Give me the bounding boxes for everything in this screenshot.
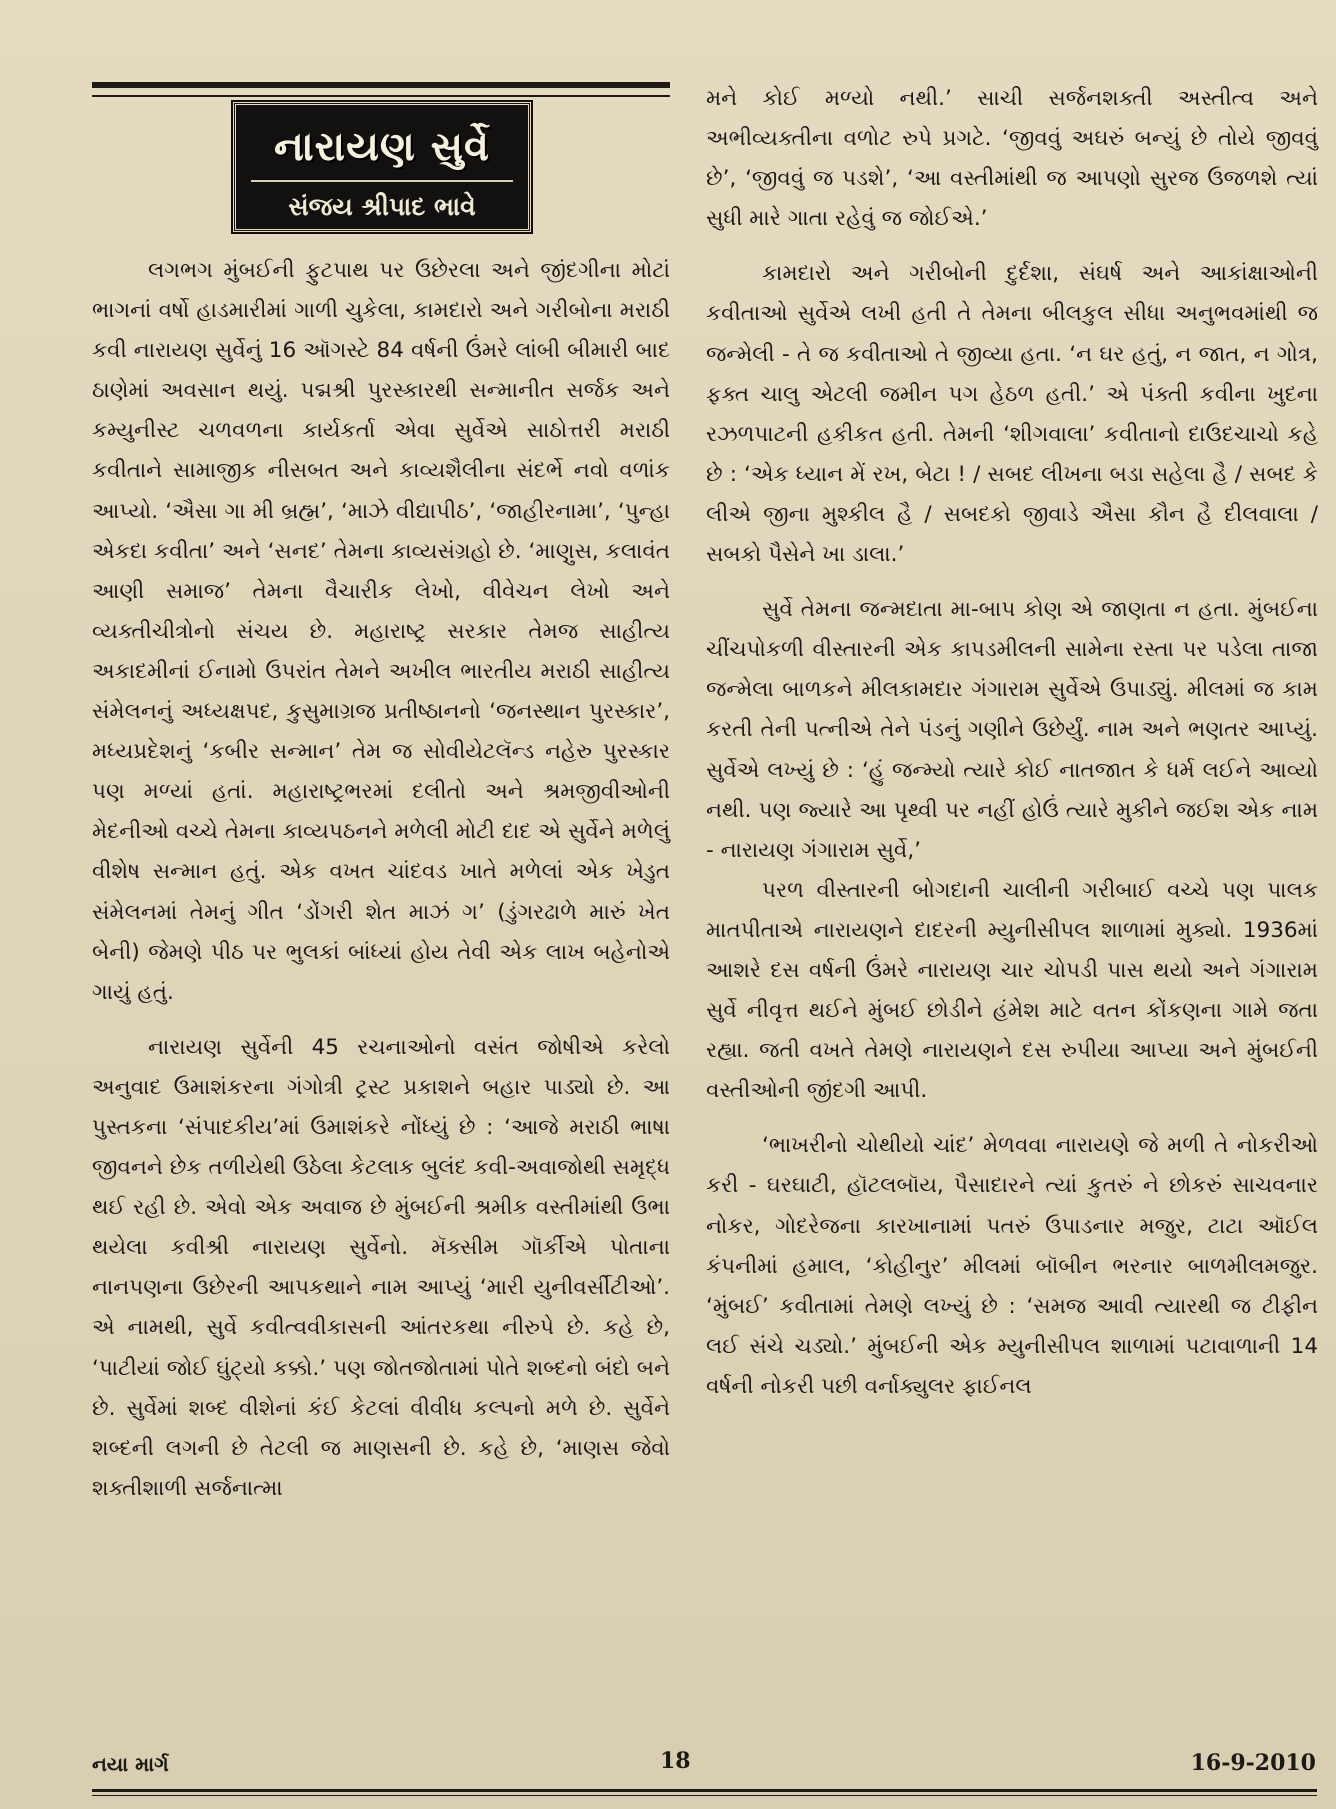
right-paragraph-2: સુર્વે તેમના જન્મદાતા મા-બાપ કોણ એ જાણતા ન હતા. મુંબઈના ચીંચપોકળી વીસ્તારની એક કાપડમીલની સામેના રસ્તા પર પડેલા તાજા જન્મેલા બાળકને મીલકામદાર ગંગારામ સુર્વેએ ઉપાડ્યું. મીલમાં જ કામ કરતી તેની પત્નીએ તેને પંડનું ગણીને ઉછેર્યું. નામ અને ભણતર આપ્યું. સુર્વેએ લખ્યું છે : ‘હું જન્મ્યો ત્યારે કોઈ નાતજાત કે ધર્મ લઈને આવ્યો નથી. પણ જ્યારે આ પૃથ્વી પર નહીં હોઉં ત્યારે મુકીને જઈશ એક નામ - નારાયણ ગંગારામ સુર્વે,’ <box>706 597 1318 863</box>
right-paragraph-continued: મને કોઈ મળ્યો નથી.’ સાચી સર્જનશક્તી અસ્તીત્વ અને અભીવ્યક્તીના વળોટ રુપે પ્રગટે. ‘જીવવું અઘરું બન્યું છે તોયે જીવવું છે’, ‘જીવવું જ પડશે’, ‘આ વસ્તીમાંથી જ આપણો સુરજ ઉજળશે ત્યાં સુધી મારે ગાતા રહેવું જ જોઈએ.’ <box>706 86 1318 232</box>
header-thin-rule <box>92 95 670 97</box>
article-title: નારાયણ સુર્વે <box>274 123 490 170</box>
left-paragraph-2: નારાયણ સુર્વેની 45 રચનાઓનો વસંત જોષીએ કરેલો અનુવાદ ઉમાશંકરના ગંગોત્રી ટ્રસ્ટ પ્રકાશને બહાર પાડ્યો છે. આ પુસ્તકના ‘સંપાદકીય’માં ઉમાશંકરે નોંધ્યું છે : ‘આજે મરાઠી ભાષા જીવનને છેક તળીયેથી ઉઠેલા કેટલાક બુલંદ કવી-અવાજોથી સમૃદ્ધ થઈ રહી છે. એવો એક અવાજ છે મુંબઈની શ્રમીક વસ્તીમાંથી ઉભા થયેલા કવીશ્રી નારાયણ સુર્વેનો. મૅક્સીમ ગૉર્કીએ પોતાના નાનપણના ઉછેરની આપકથાને નામ આપ્યું ‘મારી યુનીવર્સીટીઓ’. એ નામથી, સુર્વે કવીત્વવીકાસની આંતરકથા નીરુપે છે. કહે છે, ‘પાટીયાં જોઈ ઘુંટ્યો કક્કો.’ પણ જોતજોતામાં પોતે શબ્દનો બંદો બને છે. સુર્વેમાં શબ્દ વીશેનાં કંઈ કેટલાં વીવીધ કલ્પનો મળે છે. સુર્વેને શબ્દની લગની છે તેટલી જ માણસની છે. કહે છે, ‘માણસ જેવો શક્તીશાળી સર્જનાત્મા <box>92 1034 670 1501</box>
left-paragraph-1: લગભગ મુંબઈની ફુટપાથ પર ઉછેરલા અને જીંદગીના મોટાં ભાગનાં વર્ષો હાડમારીમાં ગાળી ચુકેલા, કામદારો અને ગરીબોના મરાઠી કવી નારાયણ સુર્વેનું 16 ઑગસ્ટે 84 વર્ષની ઉંમરે લાંબી બીમારી બાદ ઠાણેમાં અવસાન થયું. પદ્મશ્રી પુરસ્કારથી સન્માનીત સર્જક અને કમ્યુનીસ્ટ ચળવળના કાર્યકર્તા એવા સુર્વેએ સાઠોત્તરી મરાઠી કવીતાને સામાજીક નીસબત અને કાવ્યશૈલીના સંદર્ભે નવો વળાંક આપ્યો. ‘ઐસા ગા મી બ્રહ્મ’, ‘માઝે વીદ્યાપીઠ’, ‘જાહીરનામા’, ‘પુન્હા એકદા કવીતા’ અને ‘સનદ’ તેમના કાવ્યસંગ્રહો છે. ‘માણુસ, કલાવંત આણી સમાજ’ તેમના વૈચારીક લેખો, વીવેચન લેખો અને વ્યક્તીચીત્રોનો સંચય છે. મહારાષ્ટ્ર સરકાર તેમજ સાહીત્ય અકાદમીનાં ઈનામો ઉપરાંત તેમને અખીલ ભારતીય મરાઠી સાહીત્ય સંમેલનનું અધ્યક્ષપદ, કુસુમાગ્રજ પ્રતીષ્ઠાનનો ‘જનસ્થાન પુરસ્કાર’, મધ્યપ્રદેશનું ‘કબીર સન્માન’ તેમ જ સોવીયેટલૅન્ડ નહેરુ પુરસ્કાર પણ મળ્યાં હતાં. મહારાષ્ટ્રભરમાં દલીતો અને શ્રમજીવીઓની મેદનીઓ વચ્ચે તેમના કાવ્યપઠનને મળેલી મોટી દાદ એ સુર્વેને મળેલું વીશેષ સન્માન હતું. એક વખત ચાંદવડ ખાતે મળેલાં એક ખેડુત સંમેલનમાં તેમનું ગીત ‘ડોંગરી શેત માઝં ગ’ (ડુંગરઢાળે મારું ખેત બેની) જેમણે પીઠ પર ભુલકાં બાંધ્યાં હોય તેવી એક લાખ બહેનોએ ગાયું હતું. <box>92 258 670 1005</box>
article-author: સંજય શ્રીપાદ ભાવે <box>288 192 476 221</box>
right-column <box>706 79 1318 1407</box>
issue-date: 16-9-2010 <box>1190 1750 1316 1776</box>
footer-rule <box>92 1789 1317 1792</box>
magazine-name: નયા માર્ગ <box>92 1752 169 1776</box>
page-number: 18 <box>660 1748 691 1774</box>
footer-thin-rule <box>92 1795 1317 1796</box>
right-paragraph-1: કામદારો અને ગરીબોની દુર્દશા, સંઘર્ષ અને આકાંક્ષાઓની કવીતાઓ સુર્વેએ લખી હતી તે તેમના બીલકુલ સીધા અનુભવમાંથી જ જન્મેલી - તે જ કવીતાઓ તે જીવ્યા હતા. ‘ન ઘર હતું, ન જાત, ન ગોત્ર, ફક્ત ચાલુ એટલી જમીન પગ હેઠળ હતી.’ એ પંક્તી કવીના ખુદના રઝળપાટની હકીકત હતી. તેમની ‘શીગવાલા’ કવીતાનો દાઉદચાચો કહે છે : ‘એક ધ્યાન મેં રખ, બેટા ! / સબદ લીખના બડા સહેલા હૈ / સબદ કે લીએ જીના મુશ્કીલ હૈ / સબદકો જીવાડે ઐસા કૌન હૈ દીલવાલા / સબકો પૈસેને ખા ડાલા.’ <box>706 261 1318 568</box>
right-paragraph-4: ‘ભાખરીનો ચોથીયો ચાંદ’ મેળવવા નારાયણે જે મળી તે નોકરીઓ કરી - ઘરઘાટી, હૉટલબૉય, પૈસાદારને ત્યાં કુતરું ને છોકરું સાચવનાર નોકર, ગોદરેજના કારખાનામાં પતરું ઉપાડનાર મજુર, ટાટા ઑઈલ કંપનીમાં હમાલ, ‘કોહીનુર’ મીલમાં બૉબીન ભરનાર બાળમીલમજુર. ‘મુંબઈ’ કવીતામાં તેમણે લખ્યું છે : ‘સમજ આવી ત્યારથી જ ટીફીન લઈ સંચે ચડ્યો.’ મુંબઈની એક મ્યુનીસીપલ શાળામાં પટાવાળાની 14 વર્ષની નોકરી પછી વર્નાક્યુલર ફાઈનલ <box>706 1133 1318 1399</box>
header-thick-rule <box>92 82 670 88</box>
title-divider <box>251 180 513 182</box>
title-banner <box>233 102 531 232</box>
right-paragraph-3: પરળ વીસ્તારની બોગદાની ચાલીની ગરીબાઈ વચ્ચે પણ પાલક માતપીતાએ નારાયણને દાદરની મ્યુનીસીપલ શાળામાં મુક્યો. 1936માં આશરે દસ વર્ષની ઉંમરે નારાયણ ચાર ચોપડી પાસ થયો અને ગંગારામ સુર્વે નીવૃત્ત થઈને મુંબઈ છોડીને હંમેશ માટે વતન કોંકણના ગામે જતા રહ્યા. જતી વખતે તેમણે નારાયણને દસ રુપીયા આપ્યા અને મુંબઈની વસ્તીઓની જીંદગી આપી. <box>706 877 1318 1104</box>
left-column <box>92 251 670 1509</box>
